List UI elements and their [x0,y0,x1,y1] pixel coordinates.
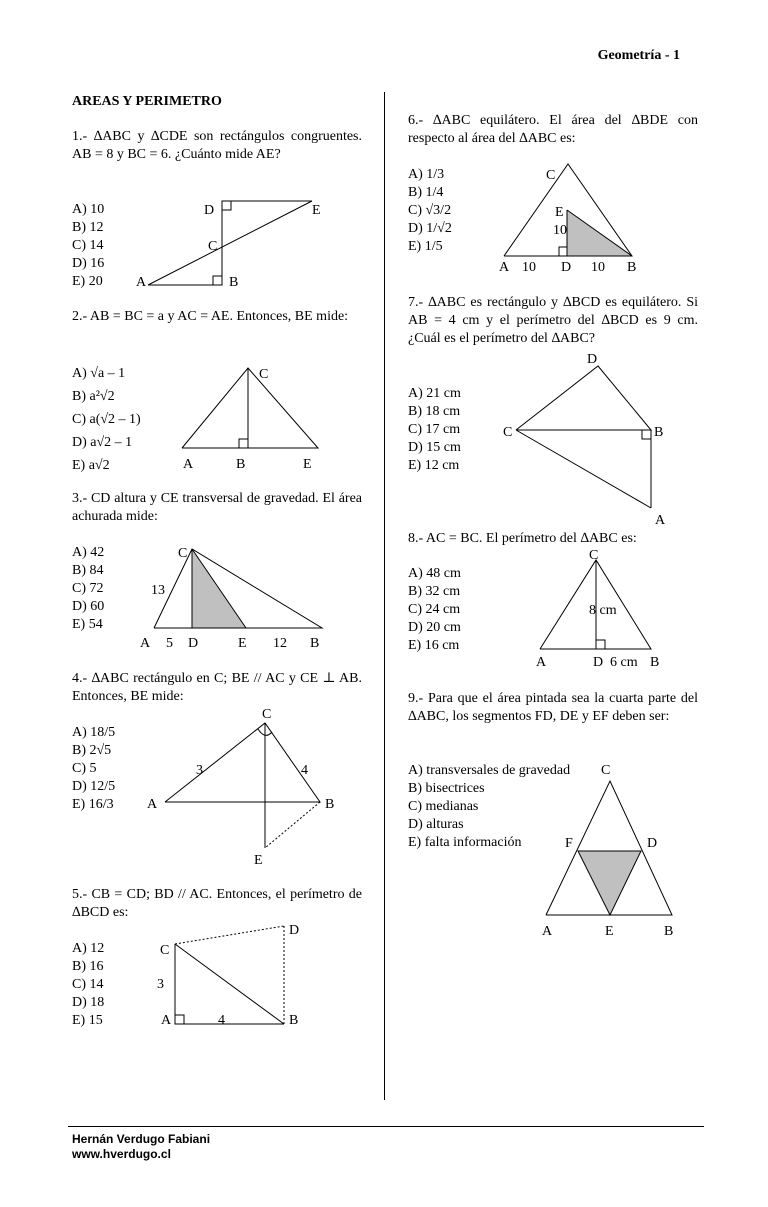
option-b: B) bisectrices [408,781,485,796]
label-a: A [536,655,547,670]
option-b: B) 18 cm [408,404,461,419]
option-a: A) 1/3 [408,167,445,182]
label-side-4: 4 [301,763,308,778]
option-c: C) 17 cm [408,422,461,437]
option-a: A) transversales de gravedad [408,763,571,778]
option-a: A) 12 [72,941,105,956]
label-a: A [542,924,553,939]
label-d: D [204,203,215,218]
shaded-region [578,851,641,915]
option-d: D) a√2 – 1 [72,435,133,450]
option-d: D) alturas [408,817,464,832]
footer-website: www.hverdugo.cl [72,1147,171,1161]
option-b: B) 12 [72,220,104,235]
label-d: D [289,923,300,938]
option-c: C) 24 cm [408,602,461,617]
label-b: B [310,636,320,651]
label-c: C [589,548,599,563]
label-b: B [236,457,246,472]
option-d: D) 12/5 [72,779,116,794]
label-b: B [650,655,660,670]
option-b: B) 32 cm [408,584,461,599]
option-d: D) 16 [72,256,105,271]
option-e: E) a√2 [72,458,110,473]
option-e: E) 16 cm [408,638,460,653]
option-c: C) 5 [72,761,97,776]
label-d: D [647,836,658,851]
option-c: C) medianas [408,799,479,814]
label-a: A [136,275,147,290]
option-e: E) falta información [408,835,522,850]
option-d: D) 1/√2 [408,221,452,236]
label-e: E [312,203,321,218]
label-side-3: 3 [157,977,164,992]
label-b: B [664,924,674,939]
option-a: A) 18/5 [72,725,116,740]
option-d: D) 15 cm [408,440,461,455]
label-b: B [229,275,239,290]
label-d: D [188,636,199,651]
page-header-title: Geometría - 1 [597,48,680,63]
option-b: B) 2√5 [72,743,112,758]
label-e: E [238,636,247,651]
label-c: C [503,425,513,440]
label-side-13: 13 [151,583,165,598]
label-side-3: 3 [196,763,203,778]
option-a: A) 21 cm [408,386,461,401]
label-seg-db: 6 cm [610,655,638,670]
option-e: E) 16/3 [72,797,114,812]
option-c: C) a(√2 – 1) [72,412,141,427]
option-b: B) a²√2 [72,389,115,404]
option-c: C) 14 [72,977,104,992]
problem-4-statement: 4.- ∆ABC rectángulo en C; BE // AC y CE ⊥ AB. Entonces, BE mide: [72,671,362,704]
option-a: A) √a – 1 [72,366,126,381]
label-e: E [303,457,312,472]
problem-1-statement: 1.- ∆ABC y ∆CDE son rectángulos congruentes. AB = 8 y BC = 6. ¿Cuánto mide AE? [72,129,362,162]
label-f: F [565,836,573,851]
label-seg-12: 12 [273,636,287,651]
option-e: E) 20 [72,274,103,289]
option-d: D) 20 cm [408,620,461,635]
option-e: E) 1/5 [408,239,443,254]
option-c: C) 14 [72,238,104,253]
problem-6-statement: 6.- ∆ABC equilátero. El área del ∆BDE con respecto al área del ∆ABC es: [408,113,698,146]
problem-3-statement: 3.- CD altura y CE transversal de gravedad. El área achurada mide: [72,491,362,524]
label-seg-5: 5 [166,636,173,651]
label-b: B [325,797,335,812]
label-height: 8 cm [589,603,617,618]
label-c: C [160,943,170,958]
label-side-4: 4 [218,1013,225,1028]
label-d: D [561,260,572,275]
option-b: B) 1/4 [408,185,444,200]
label-c: C [178,546,188,561]
problem-7-statement: 7.- ∆ABC es rectángulo y ∆BCD es equilátero. Si AB = 4 cm y el perímetro del ∆BCD es 9 cm. ¿Cuál es el perímetro del ∆ABC? [408,295,698,346]
option-c: C) √3/2 [408,203,452,218]
label-a: A [183,457,194,472]
option-e: E) 15 [72,1013,103,1028]
option-c: C) 72 [72,581,104,596]
label-a: A [147,797,158,812]
option-a: A) 42 [72,545,105,560]
label-b: B [289,1013,299,1028]
footer-author: Hernán Verdugo Fabiani [72,1132,211,1146]
label-a: A [655,513,666,528]
problem-8-statement: 8.- AC = BC. El perímetro del ∆ABC es: [408,531,637,546]
label-e: E [555,205,564,220]
label-e: E [254,853,263,868]
option-a: A) 48 cm [408,566,461,581]
label-c: C [546,168,556,183]
option-a: A) 10 [72,202,105,217]
problem-2-statement: 2.- AB = BC = a y AC = AE. Entonces, BE mide: [72,309,349,324]
option-b: B) 16 [72,959,104,974]
label-d: D [593,655,604,670]
option-d: D) 60 [72,599,105,614]
label-side-10: 10 [553,223,567,238]
label-c: C [208,239,218,254]
label-seg-ad: 10 [522,260,536,275]
option-e: E) 12 cm [408,458,460,473]
label-b: B [654,425,664,440]
section-title: AREAS Y PERIMETRO [72,94,222,109]
problem-9-statement: 9.- Para que el área pintada sea la cuarta parte del ∆ABC, los segmentos FD, DE y EF deben ser: [408,691,698,724]
label-e: E [605,924,614,939]
label-d: D [587,352,598,367]
label-a: A [161,1013,172,1028]
label-c: C [601,763,611,778]
option-d: D) 18 [72,995,105,1010]
label-c: C [259,367,269,382]
option-e: E) 54 [72,617,103,632]
label-c: C [262,707,272,722]
label-b: B [627,260,637,275]
label-seg-db: 10 [591,260,605,275]
label-a: A [140,636,151,651]
label-a: A [499,260,510,275]
option-b: B) 84 [72,563,104,578]
problem-5-statement: 5.- CB = CD; BD // AC. Entonces, el perímetro de ∆BCD es: [72,887,362,920]
